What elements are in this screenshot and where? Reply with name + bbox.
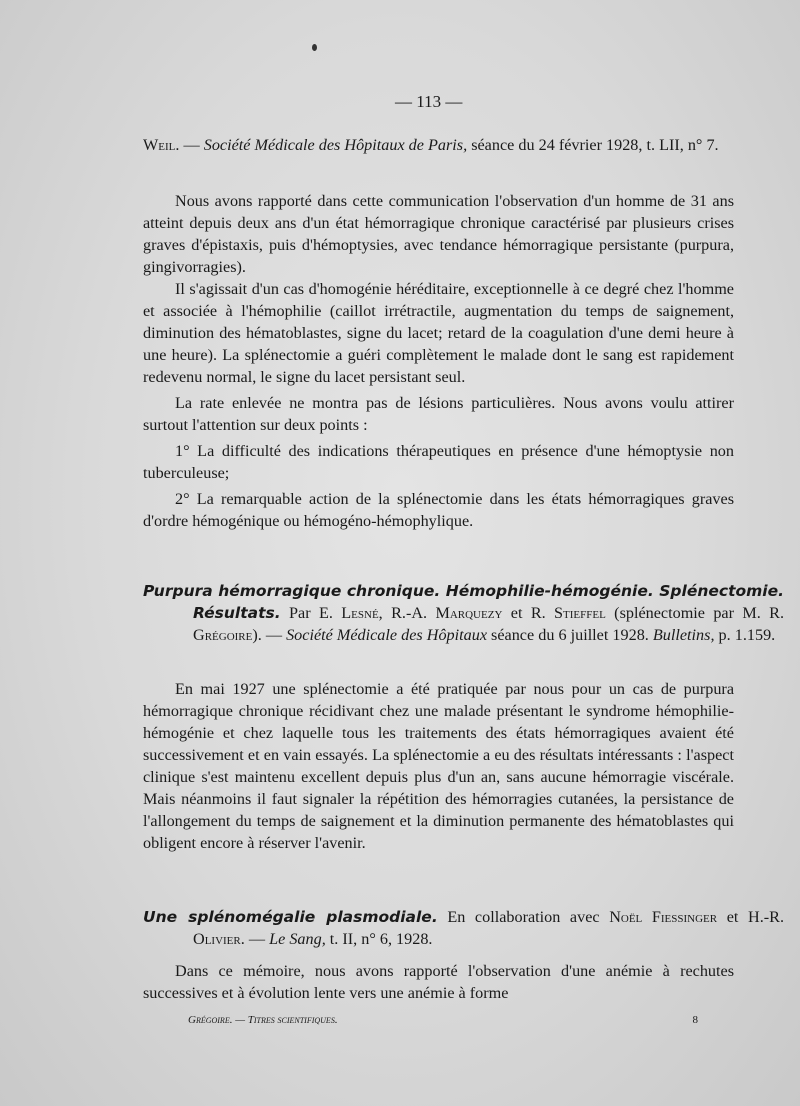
abstract-paragraph: 1° La difficulté des indications thérapeutiques en présence d'une hémoptysie non tuberculeuse; — [143, 442, 734, 482]
page-footer — [188, 1014, 708, 1026]
ref-journal: Société Médicale des Hôpitaux — [286, 626, 487, 644]
ref-author: Lesné — [341, 604, 379, 622]
ref-journal: Le Sang, — [269, 930, 326, 948]
ref-author: Weil. — [143, 136, 180, 154]
ref-title: Une splénomégalie plasmodiale. — [143, 908, 438, 926]
reference-weil: Weil. — Société Médicale des Hôpitaux de Paris, séance du 24 février 1928, t. LII, n° 7. — [143, 136, 719, 154]
ref-author: Marquezy — [435, 604, 503, 622]
plasmo-abstract — [143, 960, 734, 1004]
ref-author: Stieffel — [554, 604, 606, 622]
ref-author: Olivier — [193, 930, 241, 948]
purpura-abstract — [143, 678, 734, 854]
ref-surgeon: Grégoire — [193, 626, 253, 644]
abstract-paragraph: La rate enlevée ne montra pas de lésions particulières. Nous avons voulu attirer surtout l'attention sur deux points : — [143, 394, 734, 434]
footer-signature: Grégoire. — Titres scientifiques. — [188, 1014, 338, 1026]
ink-speck — [312, 44, 317, 51]
footer-sheet-number: 8 — [692, 1014, 698, 1026]
reference-purpura: Purpura hémorragique chronique. Hémophilie-hémogénie. Splénectomie. Résultats. Par E. Lesné, R.-A. Marquezy et R. Stieffel (splénectomie par M. R. Grégoire). — Société Médicale des Hôpitaux séance du 6 juillet 1928. Bulletins, p. 1.159. — [143, 582, 785, 644]
abstract-paragraph: En mai 1927 une splénectomie a été pratiquée par nous pour un cas de purpura hémorragique chronique récidivant chez une malade présentant le syndrome hémophilie-hémogénie et chez laquelle tous les traitements des états hémorragiques avaient été successivement et en vain essayés. La splénectomie a eu des résultats intéressants : l'aspect clinique s'est maintenu excellent depuis plus d'un an, sans aucune hémorragie viscérale. Mais néanmoins il faut signaler la répétition des hémorragies cutanées, la persistance de l'allongement du temps de saignement et la diminution permanente des hématoblastes qui obligent encore à réserver l'avenir. — [143, 680, 734, 852]
abstract-paragraph: Il s'agissait d'un cas d'homogénie héréditaire, exceptionnelle à ce degré chez l'homme et associée à l'hémophilie (caillot irrétractile, augmentation du temps de saignement, diminution des hématoblastes, signe du lacet; retard de la coagulation d'une demi heure à une heure). La splénectomie a guéri complètement le malade dont le sang est rapidement redevenu normal, le signe du lacet persistant seul. — [143, 280, 734, 386]
ref-title: Purpura hémorragique chronique. Hémophilie-hémogénie. Splénectomie. Résultats. — [143, 582, 784, 622]
reference-plasmodiale: Une splénomégalie plasmodiale. En collaboration avec Noël Fiessinger et H.-R. Olivier. — Le Sang, t. II, n° 6, 1928. — [143, 908, 784, 948]
weil-abstract — [143, 190, 734, 532]
page-number: — 113 — — [395, 92, 463, 111]
abstract-paragraph: Dans ce mémoire, nous avons rapporté l'observation d'une anémie à rechutes successives et à évolution lente vers une anémie à forme — [143, 962, 734, 1002]
abstract-paragraph: Nous avons rapporté dans cette communication l'observation d'un homme de 31 ans atteint depuis deux ans d'un état hémorragique chronique caractérisé par plusieurs crises graves d'épistaxis, puis d'hémoptysies, avec tendance hémorragique persistante (purpura, gingivorragies). — [143, 192, 734, 276]
ref-journal: Société Médicale des Hôpitaux de Paris, — [203, 136, 468, 154]
abstract-paragraph: 2° La remarquable action de la splénectomie dans les états hémorragiques graves d'ordre hémogénique ou hémogéno-hémophylique. — [143, 490, 734, 530]
ref-author: Noël Fiessinger — [609, 908, 718, 926]
